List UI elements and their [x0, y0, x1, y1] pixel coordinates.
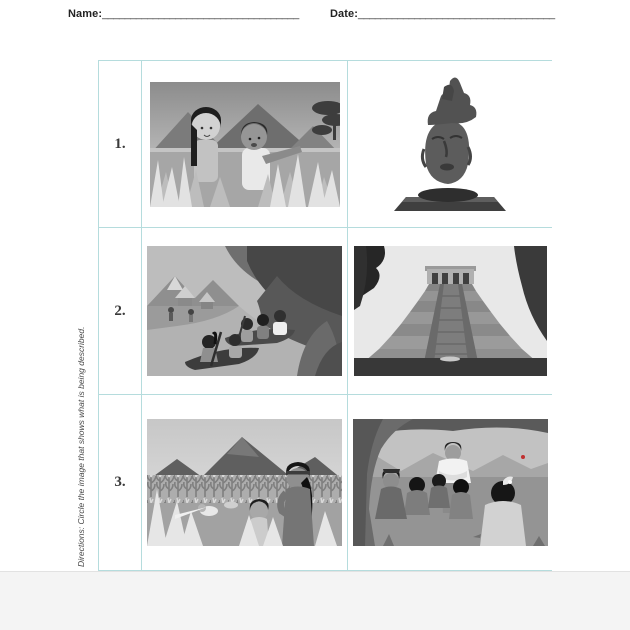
- row-number: 3.: [114, 474, 126, 490]
- row1-right-image-cell: [348, 61, 552, 228]
- row1-left-image[interactable]: [150, 82, 340, 207]
- date-field: [330, 8, 555, 20]
- row2-right-image[interactable]: [354, 246, 547, 376]
- date-label: Date:: [330, 8, 359, 20]
- row1-left-image-cell: [142, 61, 348, 228]
- canoes-on-river-illustration: [147, 246, 342, 376]
- stepped-pyramid-photo: [354, 246, 547, 376]
- children-in-grass-illustration: [150, 82, 340, 207]
- date-blank-line[interactable]: ___________________________________: [358, 8, 555, 20]
- name-label: Name:: [68, 8, 103, 20]
- row3-left-image-cell: [142, 395, 348, 570]
- directions-text: Directions: Circle the image that shows what is being described.: [76, 326, 86, 567]
- row-number: 1.: [114, 135, 126, 152]
- row-number-cell: [99, 395, 142, 570]
- stone-head-sculpture-photo: [348, 69, 552, 219]
- header: [68, 8, 568, 20]
- page-bottom-edge: [0, 571, 630, 630]
- corn-field-illustration: [147, 419, 342, 546]
- name-blank-line[interactable]: ___________________________________: [102, 8, 299, 20]
- row2-left-image[interactable]: [147, 246, 342, 376]
- row-number-cell: [99, 61, 142, 228]
- row3-right-image[interactable]: [353, 419, 548, 546]
- red-dot: [521, 455, 525, 459]
- row3-right-image-cell: [348, 395, 552, 570]
- row3-left-image[interactable]: [147, 419, 342, 546]
- girl-figure: [191, 107, 221, 182]
- row-number-cell: [99, 228, 142, 395]
- name-field: [68, 8, 299, 20]
- row-number: 2.: [114, 302, 126, 319]
- row2-left-image-cell: [142, 228, 348, 395]
- row1-right-image[interactable]: [348, 69, 552, 219]
- worksheet-table: [98, 60, 552, 571]
- row2-right-image-cell: [348, 228, 552, 395]
- storyteller-illustration: [353, 419, 548, 546]
